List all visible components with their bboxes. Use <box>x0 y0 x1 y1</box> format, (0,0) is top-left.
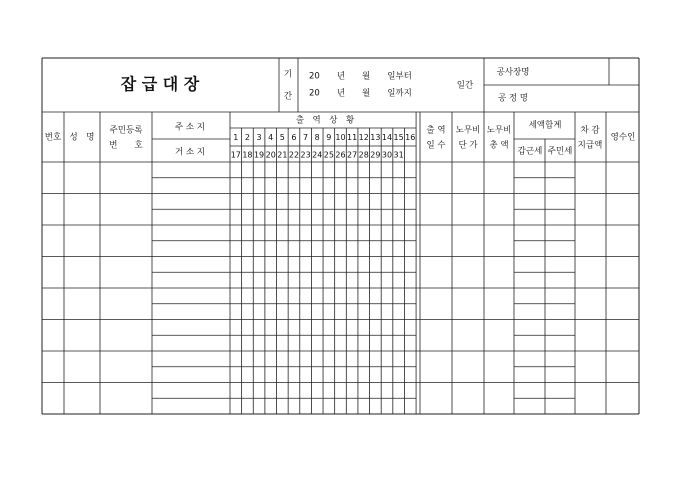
header-residence: 거 소 지 <box>174 147 206 158</box>
day-number: 2 <box>244 133 250 142</box>
day-number: 7 <box>303 133 309 142</box>
day-number: 3 <box>256 133 262 142</box>
day-number: 31 <box>393 150 404 160</box>
day-number: 30 <box>381 150 393 160</box>
day-number: 11 <box>347 133 358 142</box>
day-number: 4 <box>268 133 274 142</box>
day-number: 9 <box>326 133 332 142</box>
day-number: 26 <box>335 150 346 160</box>
header-number: 번호 <box>44 132 62 143</box>
day-number: 27 <box>347 150 358 160</box>
header-income-tax: 갑근세 <box>517 146 543 157</box>
day-number: 12 <box>358 133 369 142</box>
document-title: 잡 급 대 장 <box>120 74 200 94</box>
day-number: 8 <box>314 133 320 142</box>
period-days-label: 일간 <box>456 80 474 91</box>
header-net-pay-bottom: 지급액 <box>577 140 603 151</box>
header-name: 성 명 <box>69 132 95 143</box>
day-number: 1 <box>233 133 239 142</box>
header-tax-total: 세액합계 <box>528 120 562 131</box>
day-number: 10 <box>335 133 346 142</box>
header-resident-tax: 주민세 <box>547 146 573 157</box>
header-address: 주 소 지 <box>174 122 206 133</box>
day-number: 16 <box>405 133 416 142</box>
header-unit-wage-bottom: 단 가 <box>458 140 478 151</box>
day-number: 23 <box>300 150 311 160</box>
header-total-wage-bottom: 총 액 <box>489 140 509 151</box>
header-resident-no-top: 주민등록 <box>109 125 143 136</box>
day-number: 14 <box>381 133 393 142</box>
header-unit-wage-top: 노무비 <box>455 125 481 136</box>
day-number: 29 <box>370 150 381 160</box>
day-number: 21 <box>277 150 288 160</box>
site-name-label: 공사장명 <box>496 67 530 78</box>
day-number: 22 <box>288 150 300 160</box>
day-number: 19 <box>253 150 265 160</box>
period-label-bottom: 간 <box>283 91 293 102</box>
day-number: 15 <box>393 133 404 142</box>
day-number: 5 <box>279 133 285 142</box>
day-number: 24 <box>312 150 323 160</box>
day-number: 20 <box>265 150 276 160</box>
header-work-days-top: 출 역 <box>426 125 446 136</box>
table-grid <box>42 58 639 414</box>
day-number: 6 <box>291 133 297 142</box>
header-resident-no-bottom: 번 호 <box>109 140 143 151</box>
header-attendance: 출 역 상 황 <box>295 115 355 126</box>
period-label-top: 기 <box>283 69 293 80</box>
day-number: 25 <box>323 150 334 160</box>
day-number: 13 <box>370 133 381 142</box>
period-start-line[interactable]: 20 년 월 일부터 <box>309 71 412 82</box>
header-total-wage-top: 노무비 <box>486 125 512 136</box>
process-name-label: 공 정 명 <box>497 93 529 104</box>
header-work-days-bottom: 일 수 <box>426 140 446 151</box>
header-net-pay-top: 차 감 <box>580 125 600 136</box>
period-end-line[interactable]: 20 년 월 일까지 <box>309 88 412 99</box>
day-number: 28 <box>358 150 369 160</box>
day-number: 18 <box>242 150 253 160</box>
day-number: 17 <box>230 150 241 160</box>
header-receipt: 영수인 <box>610 132 636 143</box>
